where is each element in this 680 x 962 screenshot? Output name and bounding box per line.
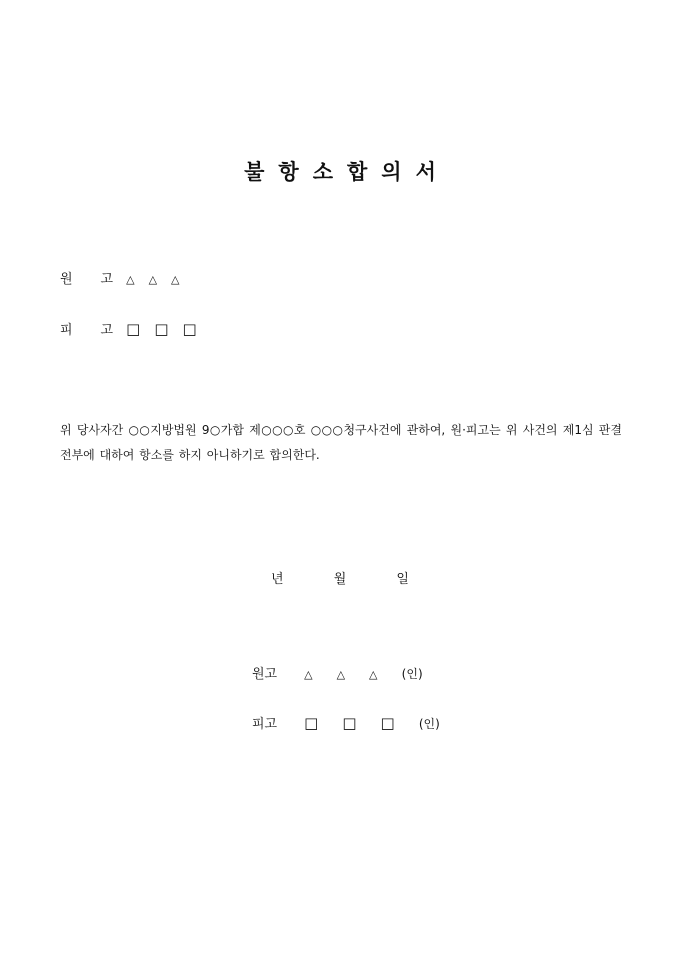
defendant-signature-line: [252, 715, 440, 733]
agreement-body: 위 당사자간 ○○지방법원 9○가합 제○○○호 ○○○청구사건에 관하여, 원·피고는 위 사건의 제1심 판결 전부에 대하여 항소를 하지 아니하기로 합의한다.: [60, 423, 622, 462]
date-month: 월: [333, 572, 347, 587]
plaintiff-signature-line: [252, 666, 423, 683]
defendant-label: 피고: [60, 323, 142, 338]
defendant-name: □□□: [126, 320, 211, 338]
plaintiff-seal-mark: (인): [401, 667, 423, 681]
defendant-line: [60, 321, 211, 339]
date-day: 일: [396, 572, 409, 587]
defendant-signature-label: 피고: [252, 717, 278, 732]
defendant-signature-name: □□□: [304, 714, 419, 732]
defendant-seal-mark: (인): [418, 717, 440, 731]
plaintiff-signature-name: △△△: [304, 668, 402, 681]
plaintiff-name: △△△: [126, 273, 194, 286]
date-line: [0, 568, 680, 587]
plaintiff-label: 원고: [60, 272, 142, 287]
plaintiff-signature-label: 원고: [252, 667, 278, 682]
document-title: 불항소합의서: [244, 159, 450, 184]
date-year: 년: [271, 572, 284, 587]
plaintiff-line: [60, 272, 194, 288]
